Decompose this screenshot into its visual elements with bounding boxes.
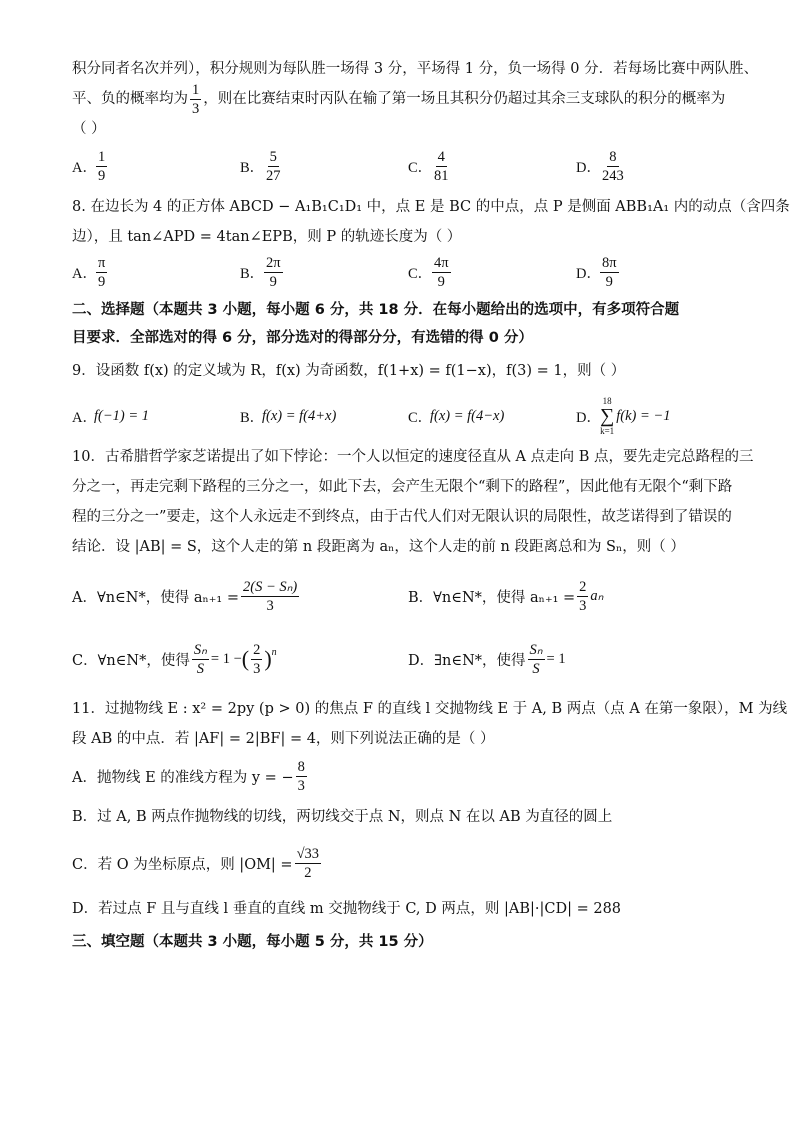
- q7-text-2b: ，则在比赛结束时丙队在输了第一场且其积分仍超过其余三支球队的积分的概率为: [203, 91, 726, 107]
- fraction-denominator: 243: [602, 167, 624, 184]
- fraction-numerator: Sₙ: [529, 641, 543, 658]
- option-label: D．: [576, 265, 601, 282]
- q9-option-a: [72, 406, 240, 427]
- fraction-numerator: 8: [297, 758, 305, 775]
- q11-text-line-1: 11．过抛物线 E : x² = 2py (p > 0) 的焦点 F 的直线 l 交抛物线 E 于 A, B 两点（点 A 在第一象限），M 为线: [72, 701, 788, 717]
- q9-options: [72, 394, 732, 438]
- option-text: f(x) = f(4+x): [262, 407, 337, 424]
- option-fraction: [96, 148, 107, 185]
- left-paren: (: [241, 646, 250, 671]
- sum-upper-limit: 18: [602, 396, 612, 406]
- fraction-numerator: 8π: [602, 254, 617, 271]
- q7-option-d: [576, 148, 744, 185]
- fraction-numerator: π: [98, 254, 106, 271]
- option-fraction: [432, 254, 451, 291]
- q7-options: [72, 144, 732, 188]
- fraction-denominator: 3: [579, 597, 587, 614]
- option-fraction: [296, 758, 307, 795]
- q7-probability-fraction: [190, 81, 201, 118]
- fraction-numerator: 2π: [266, 254, 281, 271]
- q8-text-line-1: 8. 在边长为 4 的正方体 ABCD − A₁B₁C₁D₁ 中，点 E 是 BC 的中点，点 P 是侧面 ABB₁A₁ 内的动点（含四条: [72, 199, 790, 215]
- section-3-heading: 三、填空题（本题共 3 小题，每小题 5 分，共 15 分）: [72, 934, 433, 950]
- fraction-numerator: 1: [98, 148, 106, 165]
- fraction-numerator: 4π: [434, 254, 449, 271]
- fraction-numerator: 4: [437, 148, 445, 165]
- option-text: f(−1) = 1: [94, 407, 150, 424]
- fraction-numerator: 1: [192, 81, 200, 98]
- option-fraction: [528, 641, 545, 678]
- fraction-numerator: 2: [253, 641, 261, 658]
- q10-text-line-1: 10．古希腊哲学家芝诺提出了如下悖论：一个人以恒定的速度径直从 A 点走向 B 点，要先走完总路程的三: [72, 449, 754, 465]
- fraction-denominator: 81: [434, 167, 449, 184]
- fraction-denominator: 9: [98, 167, 106, 184]
- fraction-denominator: 27: [266, 167, 281, 184]
- option-fraction: [241, 578, 299, 615]
- option-inner-fraction: [251, 641, 262, 678]
- summation-symbol: [600, 396, 614, 436]
- option-prefix: D．∃n∈N*，使得: [408, 652, 526, 669]
- q8-options: [72, 250, 732, 294]
- exam-page: [72, 58, 790, 954]
- q8-text-line-2: 边），且 tan∠APD = 4tan∠EPB，则 P 的轨迹长度为（ ）: [72, 229, 462, 245]
- fraction-numerator: 2: [579, 578, 587, 595]
- option-text: f(k) = −1: [616, 407, 671, 424]
- q10-option-d: [408, 641, 744, 678]
- option-fraction: [432, 148, 451, 185]
- q7-text-line-2: [72, 80, 732, 118]
- option-prefix: C．∀n∈N*，使得: [72, 652, 190, 669]
- q10-option-a: [72, 578, 408, 615]
- option-fraction: [264, 148, 283, 185]
- q10-options-row-1: [72, 568, 732, 624]
- fraction-denominator: 3: [253, 660, 261, 677]
- q10-option-b: [408, 578, 744, 615]
- q10-option-c: [72, 641, 408, 678]
- q10-options-row-2: [72, 630, 732, 688]
- fraction-denominator: 9: [437, 273, 445, 290]
- option-label: A．: [72, 409, 97, 426]
- q11-option-d: D．若过点 F 且与直线 l 垂直的直线 m 交抛物线于 C, D 两点，则 |AB|·|CD| = 288: [72, 901, 622, 917]
- q10-text-line-4: 结论．设 |AB| = S，这个人走的第 n 段距离为 aₙ，这个人走的前 n 段距离总和为 Sₙ，则（ ）: [72, 539, 685, 555]
- q9-option-d: [576, 396, 744, 436]
- fraction-denominator: 3: [297, 777, 305, 794]
- q7-text-line-1: 积分同者名次并列），积分规则为每队胜一场得 3 分，平场得 1 分，负一场得 0 分．若每场比赛中两队胜、: [72, 61, 759, 77]
- option-label: C．: [408, 265, 433, 282]
- option-fraction: [295, 845, 321, 882]
- q10-text-line-2: 分之一，再走完剩下路程的三分之一，如此下去，会产生无限个“剩下的路程”，因此他有无限个“剩下路: [72, 479, 733, 495]
- option-fraction: [577, 578, 588, 615]
- fraction-numerator: 8: [609, 148, 617, 165]
- option-label: B．: [240, 265, 265, 282]
- q9-text: 9．设函数 f(x) 的定义域为 R，f(x) 为奇函数，f(1+x) = f(1−x)，f(3) = 1，则（ ）: [72, 363, 626, 379]
- q8-option-d: [576, 254, 744, 291]
- option-suffix: = 1: [546, 650, 566, 667]
- option-suffix: aₙ: [590, 587, 604, 604]
- option-middle: = 1 −: [210, 650, 242, 667]
- q11-option-b: B．过 A, B 两点作抛物线的切线，两切线交于点 N，则点 N 在以 AB 为直径的圆上: [72, 809, 613, 825]
- fraction-denominator: S: [196, 660, 204, 677]
- fraction-denominator: S: [532, 660, 540, 677]
- fraction-denominator: 3: [192, 100, 200, 117]
- option-prefix: C．若 O 为坐标原点，则 |OM| =: [72, 856, 293, 873]
- q7-option-b: [240, 148, 408, 185]
- option-text: f(x) = f(4−x): [430, 407, 505, 424]
- q7-option-c: [408, 148, 576, 185]
- option-prefix: B．∀n∈N*，使得 aₙ₊₁ =: [408, 589, 576, 606]
- q7-text-line-3: （ ）: [72, 121, 106, 137]
- q8-option-c: [408, 254, 576, 291]
- q11-text-line-2: 段 AB 的中点．若 |AF| = 2|BF| = 4，则下列说法正确的是（ ）: [72, 731, 495, 747]
- q9-option-c: [408, 406, 576, 427]
- section-2-heading-line-1: 二、选择题（本题共 3 小题，每小题 6 分，共 18 分．在每小题给出的选项中，有多项符合题: [72, 302, 680, 318]
- fraction-numerator: Sₙ: [193, 641, 207, 658]
- option-prefix: A．∀n∈N*，使得 aₙ₊₁ =: [72, 589, 239, 606]
- exponent: n: [271, 646, 277, 658]
- fraction-denominator: 3: [266, 597, 274, 614]
- option-label: B．: [240, 159, 265, 176]
- option-label: A．: [72, 265, 97, 282]
- q10-text-line-3: 程的三分之一”要走，这个人永远走不到终点，由于古代人们对无限认识的局限性，故芝诺得到了错误的: [72, 509, 732, 525]
- sum-lower-limit: k=1: [600, 426, 615, 436]
- option-fraction: [264, 254, 283, 291]
- q9-option-b: [240, 406, 408, 427]
- q8-option-b: [240, 254, 408, 291]
- option-fraction: [192, 641, 209, 678]
- option-fraction: [600, 148, 626, 185]
- q7-text-2a: 平、负的概率均为: [72, 91, 188, 107]
- q8-option-a: [72, 254, 240, 291]
- section-2-heading-line-2: 目要求．全部选对的得 6 分，部分选对的得部分分，有选错的得 0 分）: [72, 330, 533, 346]
- option-prefix: A．抛物线 E 的准线方程为 y = −: [72, 769, 294, 786]
- fraction-denominator: 9: [98, 273, 106, 290]
- option-label: D．: [576, 159, 601, 176]
- fraction-denominator: 9: [605, 273, 613, 290]
- fraction-numerator: √33: [296, 845, 320, 862]
- fraction-denominator: 2: [304, 864, 312, 881]
- option-label: B．: [240, 409, 265, 426]
- q7-option-a: [72, 148, 240, 185]
- q11-option-c: [72, 840, 732, 886]
- option-label: A．: [72, 159, 97, 176]
- sigma-icon: ∑: [600, 405, 615, 427]
- option-fraction: [96, 254, 107, 291]
- option-fraction: [600, 254, 619, 291]
- fraction-numerator: 5: [269, 148, 277, 165]
- fraction-denominator: 9: [269, 273, 277, 290]
- option-label: C．: [408, 159, 433, 176]
- option-label: D．: [576, 409, 601, 426]
- right-paren: ): [264, 646, 272, 671]
- option-label: C．: [408, 409, 433, 426]
- q11-option-a: [72, 754, 732, 798]
- fraction-numerator: 2(S − Sₙ): [242, 578, 298, 595]
